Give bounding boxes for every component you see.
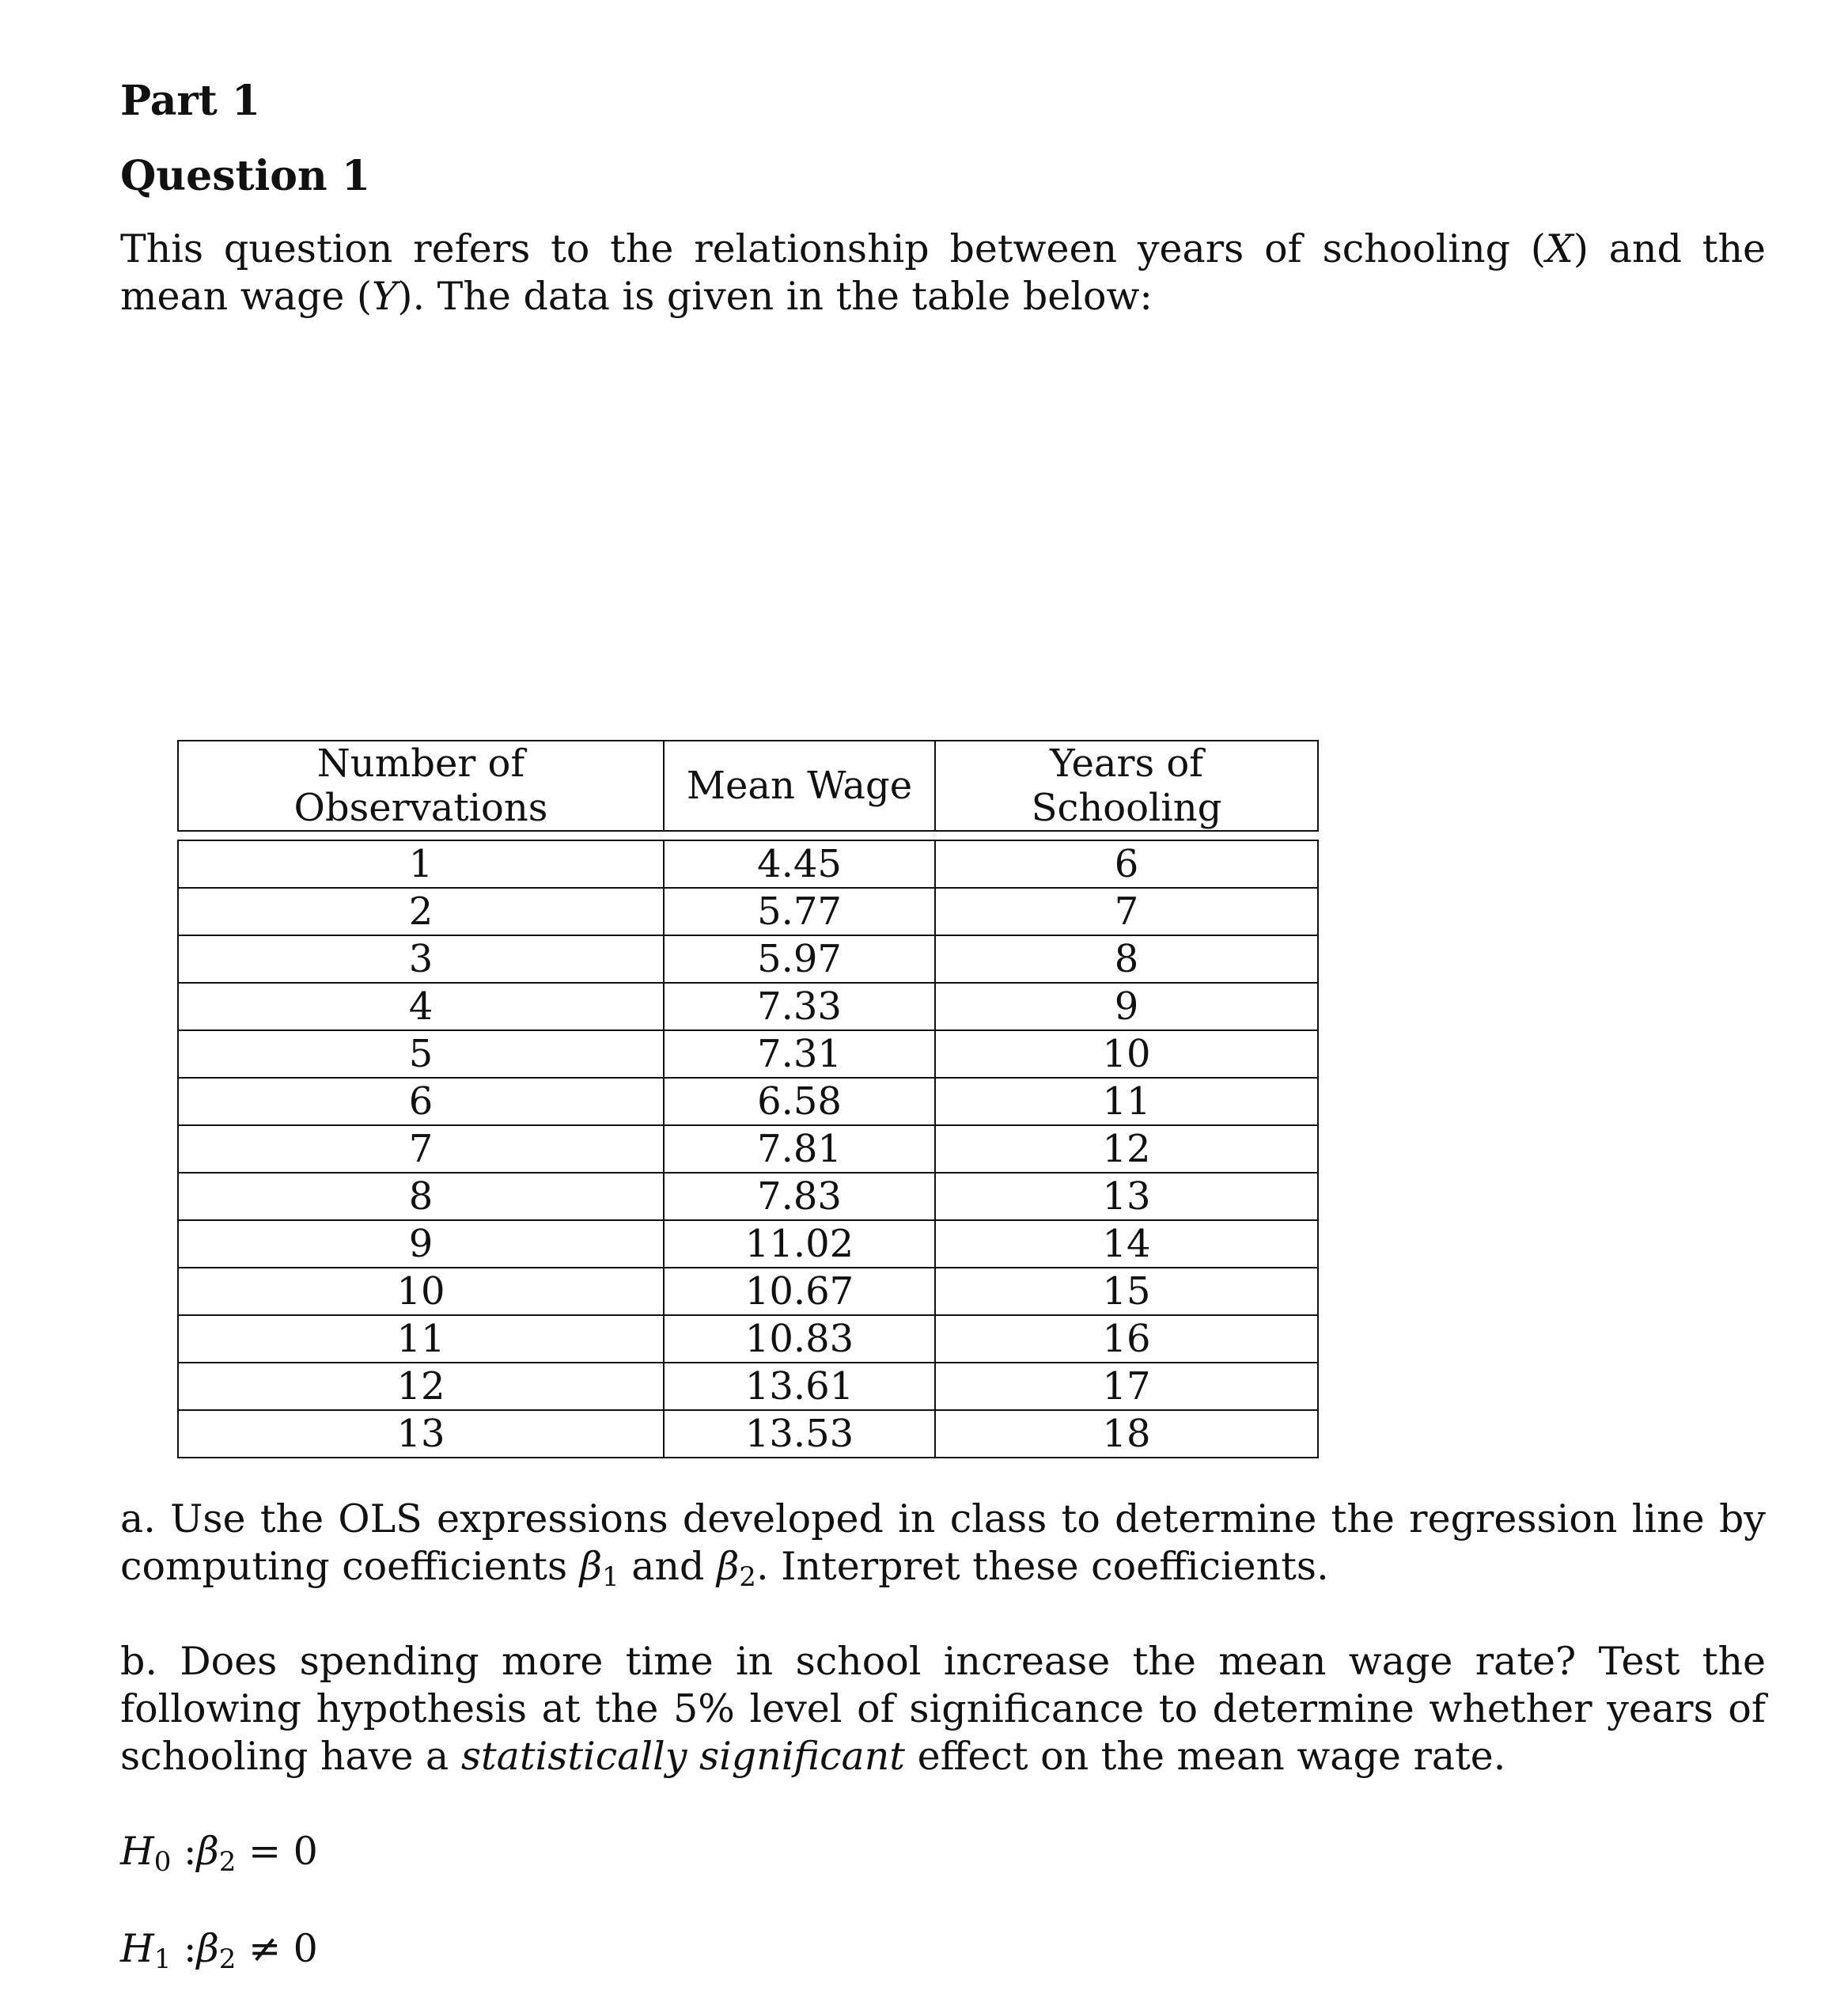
cell-years-schooling: 11 <box>935 1078 1318 1125</box>
table-row <box>178 1363 1318 1410</box>
table-row <box>178 983 1318 1030</box>
cell-mean-wage: 10.83 <box>664 1315 935 1363</box>
cell-years-schooling: 8 <box>935 935 1318 983</box>
cell-observation: 13 <box>178 1410 664 1458</box>
cell-observation: 8 <box>178 1173 664 1220</box>
header-observations: Number of Observations <box>178 741 664 831</box>
cell-mean-wage: 5.77 <box>664 888 935 935</box>
cell-mean-wage: 6.58 <box>664 1078 935 1125</box>
cell-observation: 1 <box>178 840 664 888</box>
cell-mean-wage: 11.02 <box>664 1220 935 1268</box>
part-heading: Part 1 <box>120 77 261 125</box>
cell-years-schooling: 13 <box>935 1173 1318 1220</box>
table-row <box>178 1268 1318 1315</box>
cell-years-schooling: 18 <box>935 1410 1318 1458</box>
cell-mean-wage: 7.81 <box>664 1125 935 1173</box>
question-b: b. Does spending more time in school increase the mean wage rate? Test the following hypothesis at the 5% level of significance to determine whether years of schooling have a statistically significant effect on the mean wage rate. <box>120 1639 1766 1779</box>
header-years-schooling: Years of Schooling <box>935 741 1318 831</box>
question-heading: Question 1 <box>120 152 371 200</box>
cell-observation: 4 <box>178 983 664 1030</box>
cell-mean-wage: 13.61 <box>664 1363 935 1410</box>
table-row <box>178 1410 1318 1458</box>
cell-observation: 9 <box>178 1220 664 1268</box>
cell-years-schooling: 6 <box>935 840 1318 888</box>
data-table <box>177 740 1319 1458</box>
null-hypothesis: $H_0$ $:\beta_2 = 0$ <box>120 1829 318 1878</box>
cell-observation: 10 <box>178 1268 664 1315</box>
cell-years-schooling: 17 <box>935 1363 1318 1410</box>
table-row <box>178 1173 1318 1220</box>
intro-paragraph: This question refers to the relationship between years of schooling (X) and the mean wage (Y). The data is given in the table below: <box>120 226 1766 319</box>
cell-years-schooling: 14 <box>935 1220 1318 1268</box>
cell-observation: 5 <box>178 1030 664 1078</box>
cell-observation: 2 <box>178 888 664 935</box>
table-row <box>178 935 1318 983</box>
cell-years-schooling: 15 <box>935 1268 1318 1315</box>
cell-observation: 6 <box>178 1078 664 1125</box>
cell-mean-wage: 5.97 <box>664 935 935 983</box>
cell-years-schooling: 12 <box>935 1125 1318 1173</box>
table-row <box>178 1078 1318 1125</box>
table-row <box>178 888 1318 935</box>
cell-years-schooling: 10 <box>935 1030 1318 1078</box>
cell-mean-wage: 10.67 <box>664 1268 935 1315</box>
cell-observation: 11 <box>178 1315 664 1363</box>
cell-mean-wage: 7.83 <box>664 1173 935 1220</box>
cell-observation: 3 <box>178 935 664 983</box>
table-row <box>178 1125 1318 1173</box>
cell-mean-wage: 13.53 <box>664 1410 935 1458</box>
cell-years-schooling: 9 <box>935 983 1318 1030</box>
cell-observation: 12 <box>178 1363 664 1410</box>
table-row <box>178 840 1318 888</box>
cell-mean-wage: 7.33 <box>664 983 935 1030</box>
table-header-row <box>178 741 1318 831</box>
cell-mean-wage: 7.31 <box>664 1030 935 1078</box>
table-row <box>178 1030 1318 1078</box>
cell-mean-wage: 4.45 <box>664 840 935 888</box>
cell-observation: 7 <box>178 1125 664 1173</box>
question-a: a. Use the OLS expressions developed in class to determine the regression line by computing coefficients $\beta_1$ and $\beta_2$. Interpret these coefficients. <box>120 1496 1766 1593</box>
alternative-hypothesis: $H_1$ $:\beta_2 \ne 0$ <box>120 1926 318 1975</box>
table-row <box>178 1315 1318 1363</box>
header-mean-wage: Mean Wage <box>664 741 935 831</box>
cell-years-schooling: 16 <box>935 1315 1318 1363</box>
table-row <box>178 1220 1318 1268</box>
cell-years-schooling: 7 <box>935 888 1318 935</box>
